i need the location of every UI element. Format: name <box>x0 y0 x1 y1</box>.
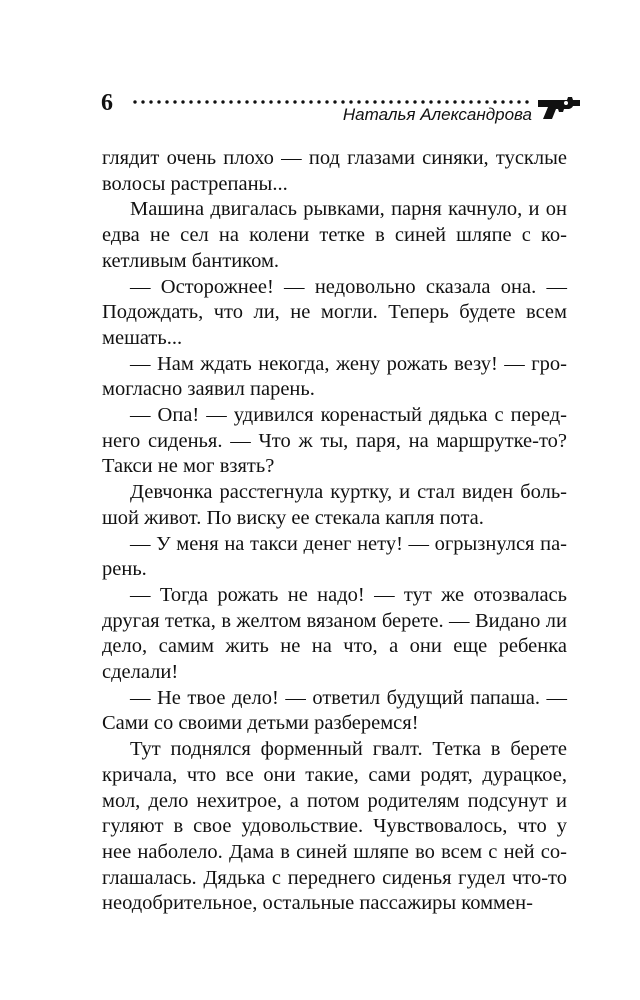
paragraph: — Нам ждать некогда, жену рожать везу! — громогласно заявил парень. <box>102 352 567 401</box>
body-text <box>102 146 567 917</box>
paragraph: — Опа! — удивился коренастый дядька с переднего сиденья. — Что ж ты, паря, на маршрутке-то? Такси не мог взять? <box>102 404 567 478</box>
paragraph: Тут поднялся форменный гвалт. Тетка в берете кричала, что все они такие, сами родят, дурацкое, мол, дело нехитрое, а потом родителям подсунут и гуляют в свое удовольствие. Чувствовалось, что у нее наболело. Дама в синей шляпе во всем с ней соглашалась. Дядька с переднего сиденья гудел что-то неодобрительное, остальные пассажиры коммен- <box>102 738 567 915</box>
revolver-icon <box>537 94 581 120</box>
paragraph: — Не твое дело! — ответил будущий папаша. — Сами со своими детьми разберемся! <box>102 686 567 735</box>
page-number: 6 <box>101 90 113 116</box>
paragraph: глядит очень плохо — под глазами синяки, тусклые волосы растрепаны... <box>102 147 567 195</box>
paragraph: — У меня на такси денег нету! — огрызнулся парень. <box>102 532 567 581</box>
running-head-author: Наталья Александрова <box>342 105 532 124</box>
paragraph: Машина двигалась рывками, парня качнуло, и он едва не сел на колени тетке в синей шляпе с кокетливым бантиком. <box>102 198 567 272</box>
paragraph: Девчонка расстегнула куртку, и стал виден большой живот. По виску ее стекала капля пота. <box>102 481 567 529</box>
paragraph: — Тогда рожать не надо! — тут же отозвалась другая тетка, в желтом вязаном берете. — Видано ли дело, самим жить не на что, а они еще ребенка сделали! <box>102 583 567 684</box>
paragraph: — Осторожнее! — недовольно сказала она. — Подождать, что ли, не могли. Теперь будете всем мешать... <box>102 275 567 349</box>
